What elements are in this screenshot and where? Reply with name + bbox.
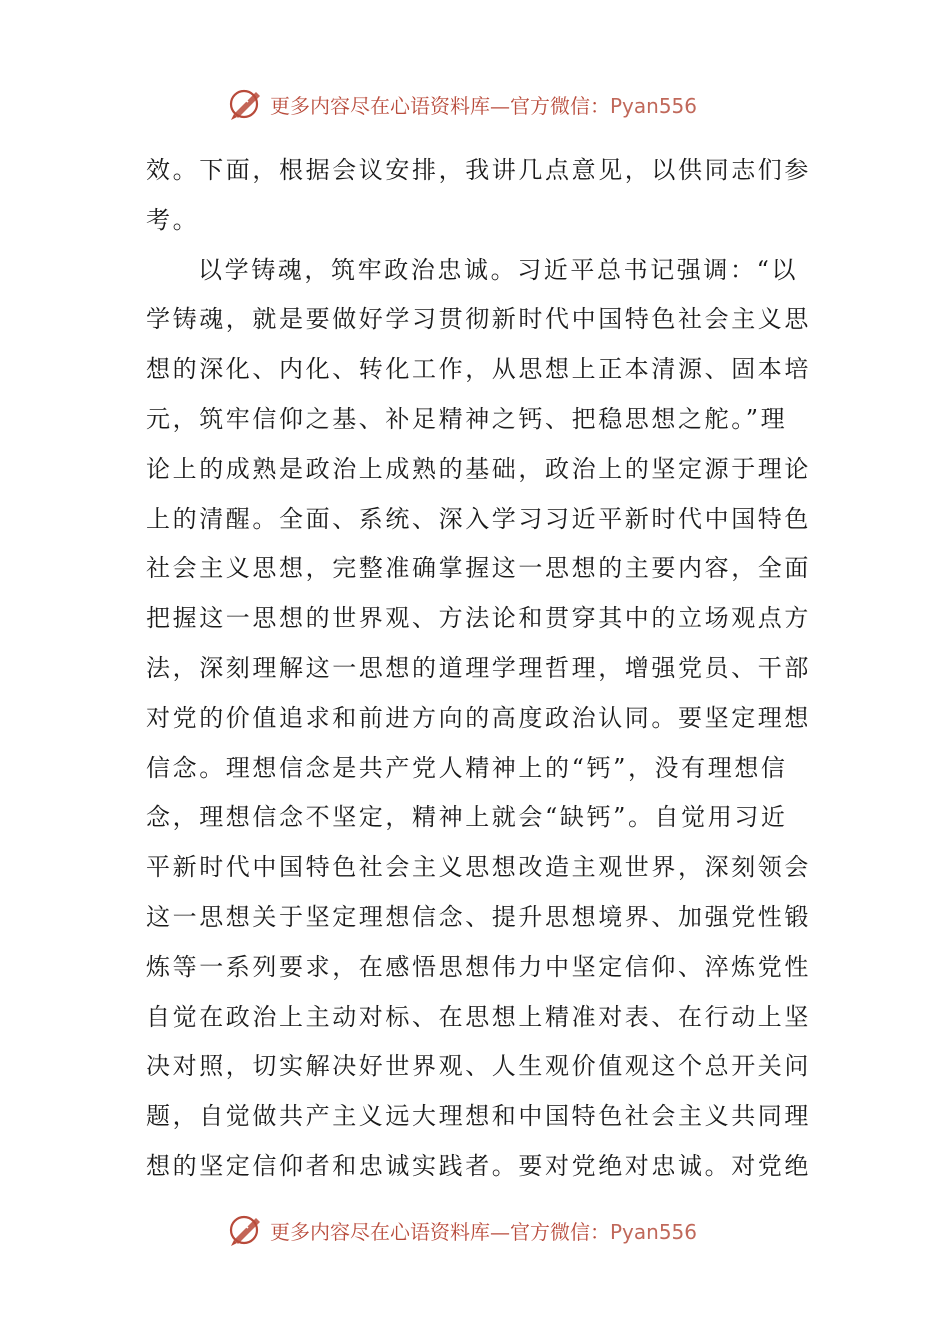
text-line: 社会主义思想，完整准确掌握这一思想的主要内容，全面: [146, 554, 811, 583]
header-banner-text: [270, 90, 697, 119]
text-line: 炼等一系列要求，在感悟思想伟力中坚定信仰、淬炼党性: [146, 952, 811, 981]
banner-main-text: 更多内容尽在心语资料库: [270, 1219, 490, 1244]
banner-wechat-id: Pyan556: [610, 1219, 698, 1244]
banner-wechat-label: 官方微信：: [510, 93, 610, 118]
text-line: 这一思想关于坚定理想信念、提升思想境界、加强党性锻: [146, 902, 811, 931]
banner-wechat-label: 官方微信：: [510, 1219, 610, 1244]
text-line: 元，筑牢信仰之基、补足精神之钙、把稳思想之舵。”理: [146, 404, 788, 433]
text-line: 把握这一思想的世界观、方法论和贯穿其中的立场观点方: [146, 604, 811, 633]
text-line: 论上的成熟是政治上成熟的基础，政治上的坚定源于理论: [146, 454, 811, 483]
pen-logo-icon: [226, 1210, 266, 1250]
header-banner: [226, 84, 746, 124]
text-line: 决对照，切实解决好世界观、人生观价值观这个总开关问: [146, 1052, 811, 1081]
banner-dash: —: [490, 93, 510, 118]
text-line: 想的坚定信仰者和忠诚实践者。要对党绝对忠诚。对党绝: [146, 1151, 811, 1180]
footer-banner: [226, 1210, 746, 1250]
text-line: 自觉在政治上主动对标、在思想上精准对表、在行动上坚: [146, 1002, 811, 1031]
document-body: [146, 146, 810, 1192]
banner-dash: —: [490, 1219, 510, 1244]
text-line: 信念。理想信念是共产党人精神上的“钙”，没有理想信: [146, 753, 788, 782]
text-line: 对党的价值追求和前进方向的高度政治认同。要坚定理想: [146, 703, 811, 732]
banner-main-text: 更多内容尽在心语资料库: [270, 93, 490, 118]
text-line: 法，深刻理解这一思想的道理学理哲理，增强党员、干部: [146, 653, 811, 682]
text-line: 上的清醒。全面、系统、深入学习习近平新时代中国特色: [146, 504, 811, 533]
footer-banner-text: [270, 1216, 697, 1245]
text-line: 考。: [146, 205, 200, 234]
paragraph-start-line: 以学铸魂，筑牢政治忠诚。习近平总书记强调：“以: [198, 255, 799, 284]
pen-logo-icon: [226, 84, 266, 124]
text-line: 题，自觉做共产主义远大理想和中国特色社会主义共同理: [146, 1102, 811, 1131]
text-line: 平新时代中国特色社会主义思想改造主观世界，深刻领会: [146, 853, 811, 882]
text-line: 念，理想信念不坚定，精神上就会“缺钙”。自觉用习近: [146, 803, 788, 832]
text-line: 学铸魂，就是要做好学习贯彻新时代中国特色社会主义思: [146, 305, 811, 334]
banner-wechat-id: Pyan556: [610, 93, 698, 118]
text-line: 效。下面，根据会议安排，我讲几点意见，以供同志们参: [146, 156, 811, 184]
text-line: 想的深化、内化、转化工作，从思想上正本清源、固本培: [146, 355, 811, 384]
